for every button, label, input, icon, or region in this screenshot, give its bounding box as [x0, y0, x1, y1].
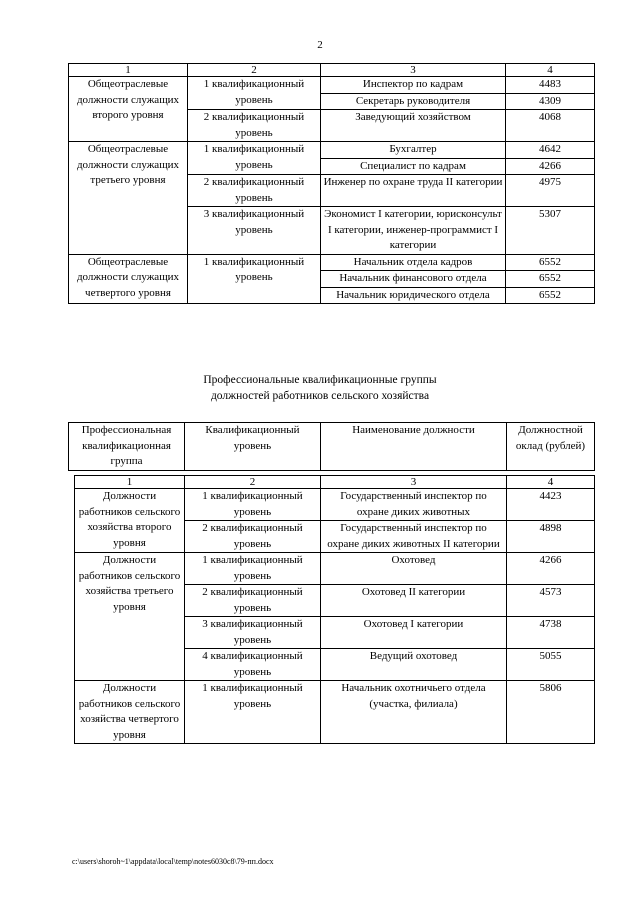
position-cell: Бухгалтер — [321, 142, 506, 159]
salary-cell: 4266 — [506, 158, 595, 175]
column-number-3: 3 — [321, 64, 506, 77]
salary-cell: 4975 — [506, 175, 595, 207]
footer-file-path: c:\users\shoroh~1\appdata\local\temp\notes6030c8\79-пп.docx — [72, 857, 274, 866]
salary-cell: 5055 — [507, 649, 595, 681]
column-number-4: 4 — [507, 476, 595, 489]
level-cell: 1 квалификационный уровень — [188, 77, 321, 110]
table-header-row — [69, 64, 595, 77]
position-cell: Экономист I категории, юрисконсульт I категории, инженер-программист I категории — [321, 207, 506, 255]
position-cell: Специалист по кадрам — [321, 158, 506, 175]
level-cell: 2 квалификационный уровень — [185, 521, 321, 553]
position-cell: Охотовед — [321, 553, 507, 585]
level-cell: 2 квалификационный уровень — [188, 175, 321, 207]
position-cell: Секретарь руководителя — [321, 93, 506, 110]
level-cell: 1 квалификационный уровень — [185, 681, 321, 744]
header-professional-group: Профессиональная квалификационная группа — [69, 423, 185, 471]
column-number-3: 3 — [321, 476, 507, 489]
section-title-line-2: должностей работников сельского хозяйства — [210, 390, 430, 402]
column-number-2: 2 — [188, 64, 321, 77]
salary-cell: 4068 — [506, 110, 595, 142]
salary-cell: 4483 — [506, 77, 595, 94]
agriculture-table-header — [68, 422, 595, 471]
salary-cell: 4898 — [507, 521, 595, 553]
group-cell: Должности работников сельского хозяйства третьего уровня — [75, 553, 185, 681]
position-cell: Ведущий охотовед — [321, 649, 507, 681]
table-header-row — [69, 423, 595, 471]
group-cell: Общеотраслевые должности служащих третьего уровня — [69, 142, 188, 255]
salary-cell: 4573 — [507, 585, 595, 617]
salary-cell: 4738 — [507, 617, 595, 649]
table-row — [75, 681, 595, 744]
agriculture-positions-table — [74, 475, 595, 744]
table-row — [69, 142, 595, 159]
salary-cell: 5307 — [506, 207, 595, 255]
table-row — [69, 77, 595, 94]
salary-cell: 6552 — [506, 287, 595, 304]
level-cell: 2 квалификационный уровень — [188, 110, 321, 142]
salary-cell: 5806 — [507, 681, 595, 744]
position-cell: Заведующий хозяйством — [321, 110, 506, 142]
salary-cell: 4423 — [507, 489, 595, 521]
group-cell: Должности работников сельского хозяйства четвертого уровня — [75, 681, 185, 744]
level-cell: 4 квалификационный уровень — [185, 649, 321, 681]
column-number-1: 1 — [69, 64, 188, 77]
group-cell: Должности работников сельского хозяйства второго уровня — [75, 489, 185, 553]
column-number-4: 4 — [506, 64, 595, 77]
salary-cell: 6552 — [506, 254, 595, 271]
table-row — [75, 489, 595, 521]
header-position-name: Наименование должности — [321, 423, 507, 471]
header-qualification-level: Квалификационный уровень — [185, 423, 321, 471]
position-cell: Охотовед I категории — [321, 617, 507, 649]
level-cell: 1 квалификационный уровень — [188, 254, 321, 304]
level-cell: 1 квалификационный уровень — [188, 142, 321, 175]
position-cell: Начальник охотничьего отдела (участка, филиала) — [321, 681, 507, 744]
header-salary: Должностной оклад (рублей) — [507, 423, 595, 471]
page-number: 2 — [317, 39, 323, 51]
position-cell: Охотовед II категории — [321, 585, 507, 617]
column-number-1: 1 — [75, 476, 185, 489]
salary-cell: 4266 — [507, 553, 595, 585]
group-cell: Общеотраслевые должности служащих четвертого уровня — [69, 254, 188, 304]
level-cell: 3 квалификационный уровень — [185, 617, 321, 649]
level-cell: 1 квалификационный уровень — [185, 553, 321, 585]
position-cell: Начальник финансового отдела — [321, 271, 506, 288]
position-cell: Государственный инспектор по охране диких животных — [321, 489, 507, 521]
level-cell: 2 квалификационный уровень — [185, 585, 321, 617]
salary-cell: 4642 — [506, 142, 595, 159]
professional-groups-table-general — [68, 63, 595, 304]
position-cell: Инспектор по кадрам — [321, 77, 506, 94]
column-number-2: 2 — [185, 476, 321, 489]
level-cell: 1 квалификационный уровень — [185, 489, 321, 521]
table-row — [75, 553, 595, 585]
position-cell: Начальник юридического отдела — [321, 287, 506, 304]
salary-cell: 4309 — [506, 93, 595, 110]
group-cell: Общеотраслевые должности служащих второго уровня — [69, 77, 188, 142]
level-cell: 3 квалификационный уровень — [188, 207, 321, 255]
position-cell: Государственный инспектор по охране диких животных II категории — [321, 521, 507, 553]
table-row — [69, 254, 595, 271]
position-cell: Инженер по охране труда II категории — [321, 175, 506, 207]
table-header-row — [75, 476, 595, 489]
salary-cell: 6552 — [506, 271, 595, 288]
position-cell: Начальник отдела кадров — [321, 254, 506, 271]
section-title-line-1: Профессиональные квалификационные группы — [203, 374, 437, 386]
